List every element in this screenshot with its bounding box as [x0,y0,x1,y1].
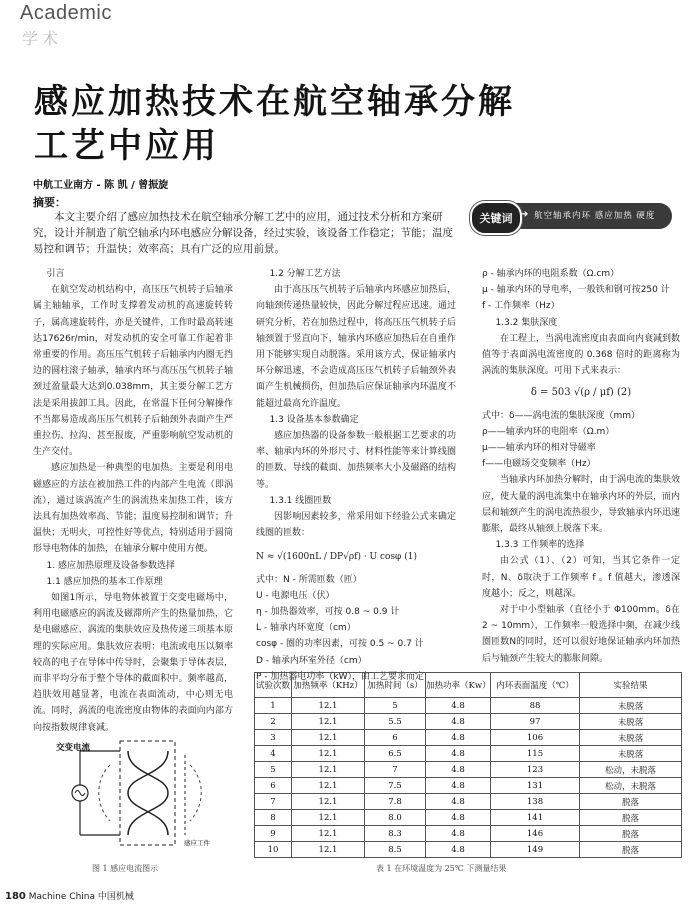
table-row [255,746,682,762]
keywords-badge: 关键词 [470,201,522,235]
formula-1-var-3: η - 加热器效率，可按 0.8 ~ 0.9 计 [256,607,400,618]
table-cell: 10 [255,842,292,858]
keywords-text: 航空轴承内环 感应加热 硬度 [534,211,656,221]
table-cell: 12.1 [292,730,365,746]
intro-paragraph-2: 感应加热是一种典型的电加热。主要是利用电磁感应的方法在被加热工件的内部产生电流（即涡流），通过该涡流产生的涡流热来加热工件，该方法具有加热效率高、节能；温度易控制和调节；升温快；无明火，可控性好等优点，特别适用于圆筒形导电物体的加热，在轴承分解中使用方便。 [33,463,233,555]
formula-1-var-6: D - 轴承内环室外径（cm） [256,655,367,666]
figure-1-ac-label: 交变电流 [56,743,91,753]
table-cell: 12.1 [292,842,365,858]
formula-2-var-1: 式中：δ——涡电流的集肤深度（mm） [482,410,641,421]
table-cell: 123 [491,762,580,778]
table-cell: 4.8 [426,842,491,858]
formula-2: δ = 503 √(ρ / μf) (2) [530,387,632,399]
section-1-3-2-paragraph: 在工程上，当涡电流密度由表面向内衰减到数值等于表面涡电流密度的 0.368 倍时的距离称为涡流的集肤深度。可用下式来表示： [482,333,681,377]
figure-1-workpiece-label: 感应工件 [184,839,210,847]
table-cell: 5 [365,698,426,714]
table-cell: 脱落 [580,842,682,858]
table-cell: 7.8 [365,794,426,810]
formula-1-var-2: U - 电源电压（伏） [256,590,335,601]
abstract-label: 摘要： [33,196,66,209]
table-row [255,778,682,794]
section-1-3-2-heading: 1.3.2 集肤深度 [495,317,558,328]
table-cell: 131 [491,778,580,794]
table-cell: 115 [491,746,580,762]
table-cell: 8.5 [365,842,426,858]
table-cell: 141 [491,810,580,826]
table-cell: 7.5 [365,778,426,794]
table-header: 实验结果 [580,673,682,698]
table-caption: 表 1 在环境温度为 25℃ 下测量结果 [376,864,507,873]
section-1-2-paragraph: 由于高压压气机转子后轴承内环感应加热后，向轴颈传递热量较快，因此分解过程应迅速。通过研究分析，若在加热过程中，将高压压气机转子后轴颈置于竖直向下，轴承内环感应加热后在自重作用下能够实现自动脱落。采用该方式，保证轴承内环分解迅速，不会造成高压压气机转子后轴颈外表面产生机械损伤，但加热后应保证轴承内环温度不能超过最高允许温度。 [256,285,456,409]
magazine-name: Machine China 中国机械 [28,892,134,902]
table-cell: 未脱落 [580,746,682,762]
table-row [255,842,682,858]
table-cell: 3 [255,730,292,746]
table-header: 加热功率（Kw） [426,673,491,698]
table-header: 内环表面温度（℃） [491,673,580,698]
abstract-text: 本文主要介绍了感应加热技术在航空轴承分解工艺中的应用，通过技术分析和方案研究，设计并制造了航空轴承内环电感应分解设备，经过实验，该设备工作稳定；节能；温度易控和调节；升温快；效率高；具有广泛的应用前景。 [33,211,453,255]
table-cell: 12.1 [292,794,365,810]
table-cell: 4.8 [426,826,491,842]
table-header: 试验次数 [255,673,292,698]
section-1-3-3-heading: 1.3.3 工作频率的选择 [495,540,585,551]
table-cell: 松动，未脱落 [580,762,682,778]
section-1-3-1-heading: 1.3.1 线圈匝数 [269,495,332,506]
table-row [255,714,682,730]
page-footer [5,889,134,902]
section-1-2-heading: 1.2 分解工艺方法 [269,269,341,279]
table-cell: 5 [255,762,292,778]
table-cell: 9 [255,826,292,842]
formula-1-var-4: L - 轴承内环宽度（cm） [256,623,356,634]
table-cell: 4.8 [426,730,491,746]
section-1-3-3-paragraph: 由公式（1）、（2）可知，当其它条件一定时，N、δ取决于工作频率 f 。f 值越大，渗透深度越小；反之，则越深。 [482,556,680,599]
table-cell: 7 [255,794,292,810]
table-cell: 未脱落 [580,698,682,714]
table-row [255,794,682,810]
table-cell: 4.8 [426,778,491,794]
table-cell: 8 [255,810,292,826]
table-cell: 5.5 [365,714,426,730]
table-cell: 12.1 [292,810,365,826]
table-row [255,810,682,826]
table-cell: 12.1 [292,762,365,778]
table-header: 加热时间（s） [365,673,426,698]
figure-1-caption: 图 1 感应电流图示 [92,864,159,873]
table-cell: 脱落 [580,810,682,826]
table-cell: 12.1 [292,698,365,714]
section-1-3-heading: 1.3 设备基本参数确定 [269,414,359,425]
table-cell: 2 [255,714,292,730]
section-1-1-paragraph: 如图1所示，导电物体被置于交变电磁场中，利用电磁感应的涡流及磁滞所产生的热量加热，它是电磁感应、涡流的集肤效应及热传递三项基本原理的实际应用。集肤效应表明：电流或电压以频率较高的电子在导体中传导时，会聚集于导体表层，而非平均分布于整个导体的截面积中。频率越高，趋肤效用越显著，电流在表面流动，中心则无电流。同时，涡流的电流密度由物体的表面向内部方向按指数规律衰减。 [33,593,233,733]
formula-2-var-3: μ——轴承内环的相对导磁率 [482,443,596,454]
article-title-line1: 感应加热技术在航空轴承分解 [34,82,515,122]
table-cell: 12.1 [292,826,365,842]
table-cell: 146 [491,826,580,842]
intro-heading: 引言 [46,269,65,279]
column-2 [256,266,456,685]
section-1-heading: 1. 感应加热原理及设备参数选择 [46,560,175,571]
table-cell: 4.8 [426,698,491,714]
table-cell: 1 [255,698,292,714]
section-1-3-3-paragraph-2: 对于中小型轴承（直径小于 Φ100mm。δ在 2 ~ 10mm），工作频率一般选择中频，在减少线圈匝数N的同时，还可以很好地保证轴承内环加热后与轴颈产生较大的膨胀间隙。 [482,605,680,664]
formula-1: N ≈ √(1600nL / DP√ρf) · U cosφ (1) [256,552,417,563]
table-cell: 149 [491,842,580,858]
section-1-3-2-paragraph-2: 当轴承内环加热分解时，由于涡电流的集肤效应，使大量的涡电流集中在轴承内环的外层，而内层和轴颈产生的涡电流热很少，导致轴承内环迅速膨胀，最终从轴颈上脱落下来。 [482,475,681,535]
table-cell: 88 [491,698,580,714]
column-3 [482,266,680,667]
formula-1-var-7: P - 加热器电功率（kW），由工艺要求而定 [256,671,425,682]
table-cell: 12.1 [292,746,365,762]
table-cell: 12.1 [292,714,365,730]
arrow-right-icon: ➔ [520,209,529,220]
table-cell: 8.3 [365,826,426,842]
author-line: 中航工业南方 - 陈 凯 / 曾振旋 [33,180,169,191]
formula-2-var-2: ρ——轴承内环的电阻率（Ω.m） [482,426,615,437]
table-cell: 12.1 [292,778,365,794]
article-title-line2: 工艺中应用 [34,126,219,166]
table-cell: 松动，未脱落 [580,778,682,794]
table-row [255,698,682,714]
table-cell: 7 [365,762,426,778]
formula-2-var-4: f——电磁场交变频率（Hz） [482,459,596,470]
intro-paragraph-1: 在航空发动机结构中，高压压气机转子后轴承属主轴轴承，工作时支撑着发动机的高速旋转转子，属高速旋转件，亦是关键件，工作时最高转速达17626r/min，对发动机的安全可靠工作起着非常重要的作用。高压压气机转子后轴承内内圈无挡边的圆柱滚子轴承，轴承内环与高压压气机转子轴颈过盈量最大达到0.038mm，其主要分解工艺方法是采用拔卸工具。因此，在常温下任何分解操作不当都易造成高压压气机转子后轴颈外表面产生严重拉伤、拉沟、甚至报废，严重影响航空发动机的生产交付。 [33,285,233,458]
table-cell: 4.8 [426,810,491,826]
table-cell: 4.8 [426,714,491,730]
table-cell: 6 [255,778,292,794]
results-table [254,672,682,858]
table-row [255,826,682,842]
section-1-3-paragraph: 感应加热器的设备参数一般根据工艺要求的功率、轴承内环的外形尺寸、材料性能等来计算线圈的匝数、导线的截面、加热频率大小及磁路的结构等。 [256,431,456,490]
formula-1-var-9: μ - 轴承内环的导电率，一般铁和钢可按250 计 [482,285,670,296]
section-label-cn: 学术 [22,29,63,48]
table-cell: 97 [491,714,580,730]
page-number: 180 [5,891,26,902]
section-label: Academic [20,2,112,24]
column-1 [33,266,233,736]
formula-1-var-8: ρ - 轴承内环的电阻系数（Ω.cm） [482,269,620,279]
table-cell: 6 [365,730,426,746]
table-cell: 6.5 [365,746,426,762]
table-cell: 106 [491,730,580,746]
table-cell: 8.0 [365,810,426,826]
table-header: 加热频率（KHz） [292,673,365,698]
table-cell: 脱落 [580,826,682,842]
formula-1-var-10: f - 工作频率（Hz） [482,301,560,312]
table-cell: 4.8 [426,794,491,810]
table-header-row [255,673,682,698]
section-1-1-heading: 1.1 感应加热的基本工作原理 [46,576,163,587]
table-cell: 138 [491,794,580,810]
formula-1-var-1: 式中：N - 所需匝数（匝） [256,574,362,585]
table-cell: 未脱落 [580,730,682,746]
table-cell: 脱落 [580,794,682,810]
table-cell: 4 [255,746,292,762]
table-cell: 4.8 [426,746,491,762]
table-row [255,730,682,746]
table-cell: 4.8 [426,762,491,778]
formula-1-var-5: cosφ - 圈的功率因素，可按 0.5 ~ 0.7 计 [256,639,424,650]
section-1-3-1-paragraph: 因影响因素较多，常采用如下经验公式来确定线圈的匝数： [256,512,456,539]
article-title [34,80,554,168]
table-cell: 未脱落 [580,714,682,730]
table-row [255,762,682,778]
